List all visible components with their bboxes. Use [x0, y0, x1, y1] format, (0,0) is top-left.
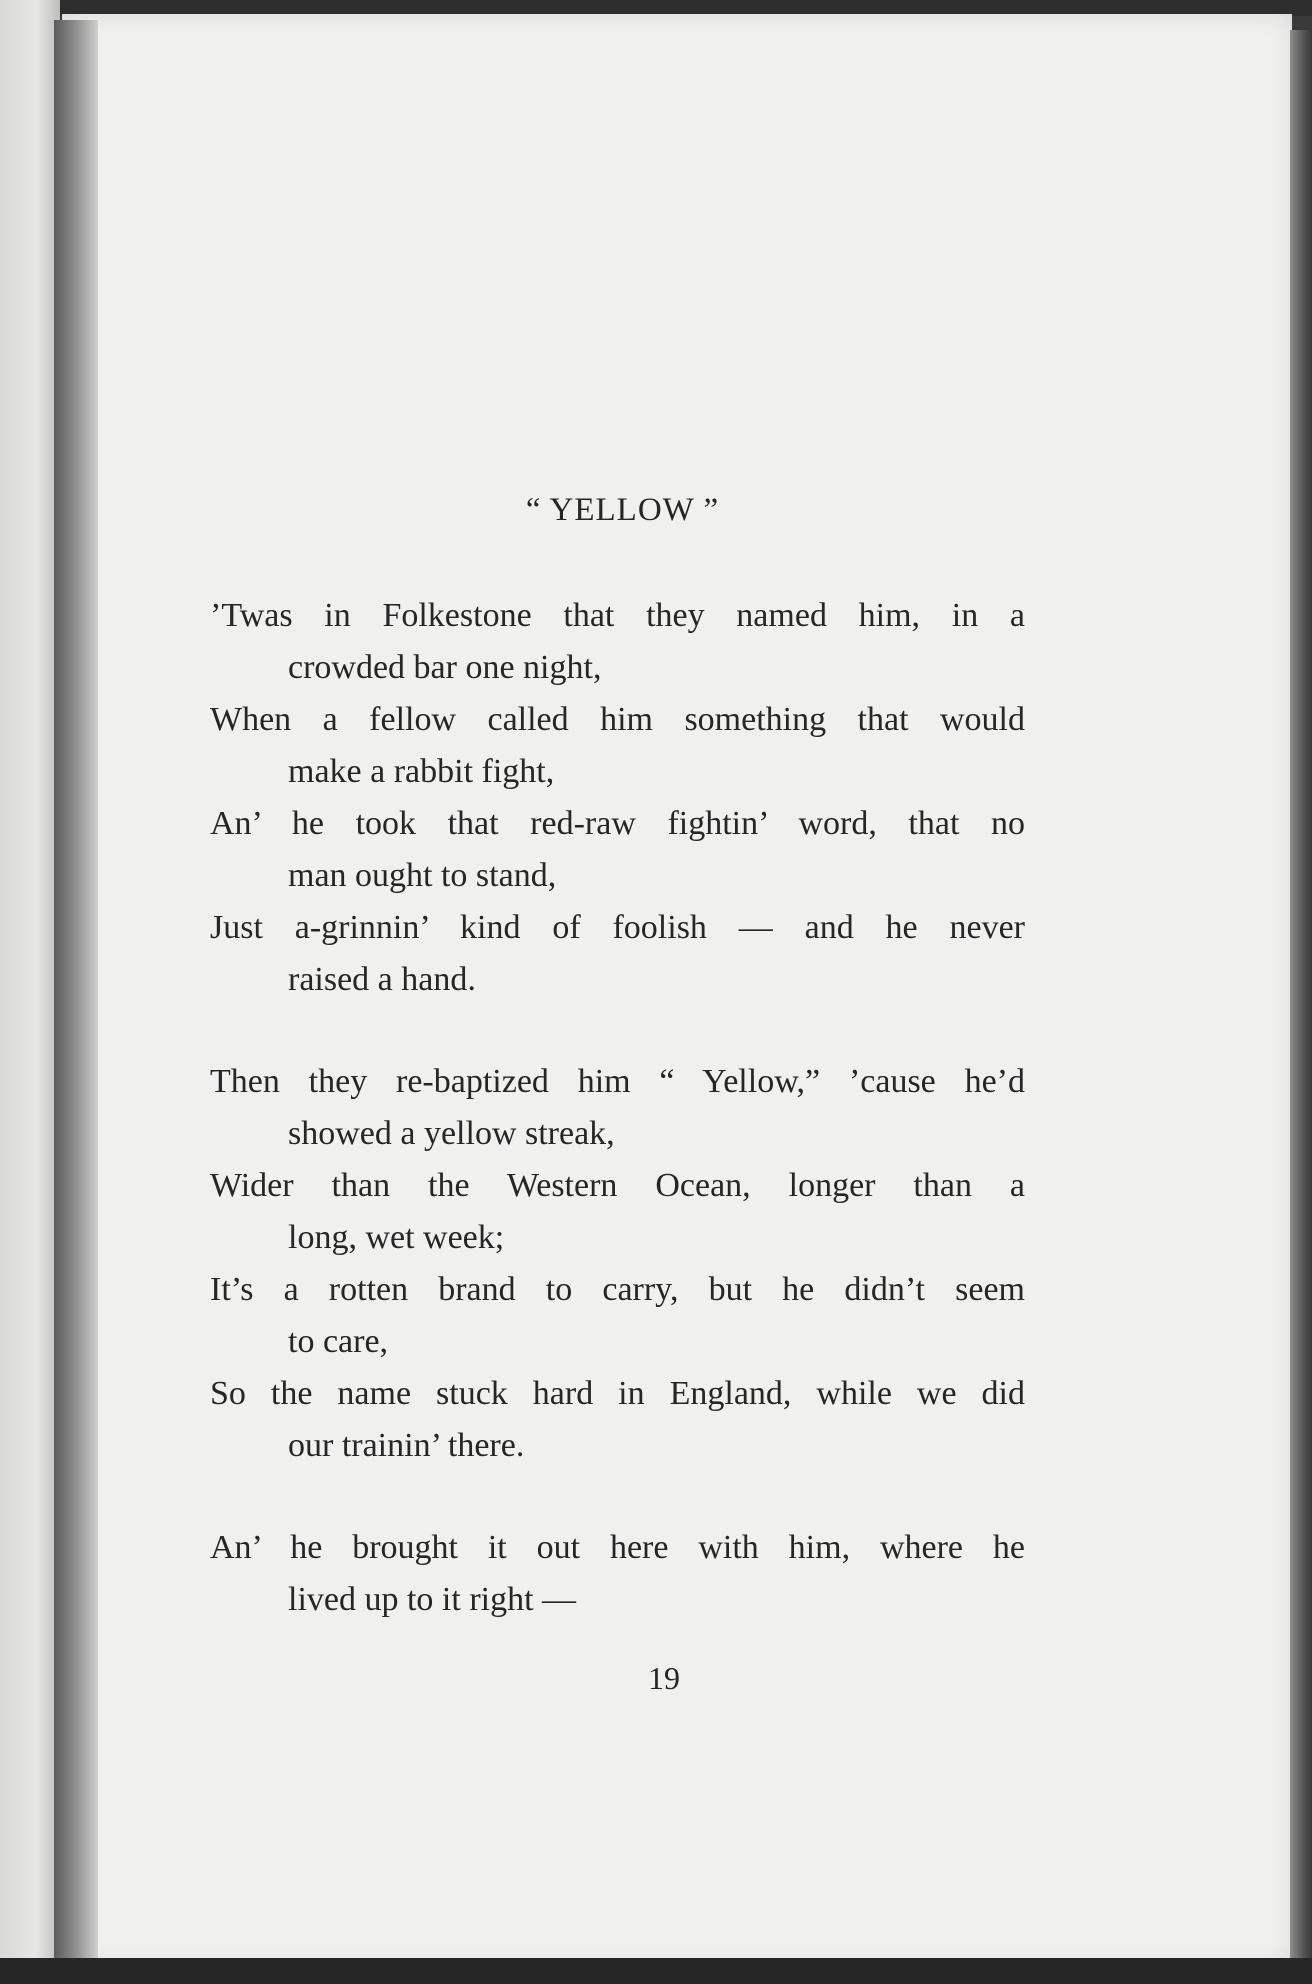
stanza-3 — [210, 1522, 1025, 1626]
verse-line: Just a-grinnin’ kind of foolish — and he never — [210, 909, 1025, 946]
verse-line-continuation: man ought to stand, — [288, 857, 557, 894]
scan-bottom-border — [0, 1958, 1312, 1984]
verse-line-continuation: showed a yellow streak, — [288, 1115, 615, 1152]
verse-line-continuation: lived up to it right — — [288, 1581, 577, 1618]
verse-line: It’s a rotten brand to carry, but he didn’t seem — [210, 1271, 1025, 1308]
poem-title: “ YELLOW ” — [525, 492, 720, 528]
verse-line-continuation: crowded bar one night, — [288, 649, 602, 686]
verse-line: When a fellow called him something that would — [210, 701, 1025, 738]
verse-line-continuation: make a rabbit fight, — [288, 753, 555, 790]
verse-line-continuation: raised a hand. — [288, 961, 476, 998]
verse-line: An’ he brought it out here with him, where he — [210, 1529, 1025, 1566]
verse-line-continuation: our trainin’ there. — [288, 1427, 525, 1464]
verse-line-continuation: to care, — [288, 1323, 389, 1360]
stanza-1 — [210, 590, 1025, 1006]
verse-line: ’Twas in Folkestone that they named him, in a — [210, 597, 1025, 634]
verse-line: Then they re-baptized him “ Yellow,” ’cause he’d — [210, 1063, 1025, 1100]
poem-text — [210, 490, 1025, 1676]
stanza-2 — [210, 1056, 1025, 1472]
page-number: 19 — [648, 1660, 680, 1696]
verse-line: Wider than the Western Ocean, longer than a — [210, 1167, 1025, 1204]
verse-line-continuation: long, wet week; — [288, 1219, 505, 1256]
verse-line: So the name stuck hard in England, while we did — [210, 1375, 1025, 1412]
verse-line: An’ he took that red-raw fightin’ word, that no — [210, 805, 1025, 842]
